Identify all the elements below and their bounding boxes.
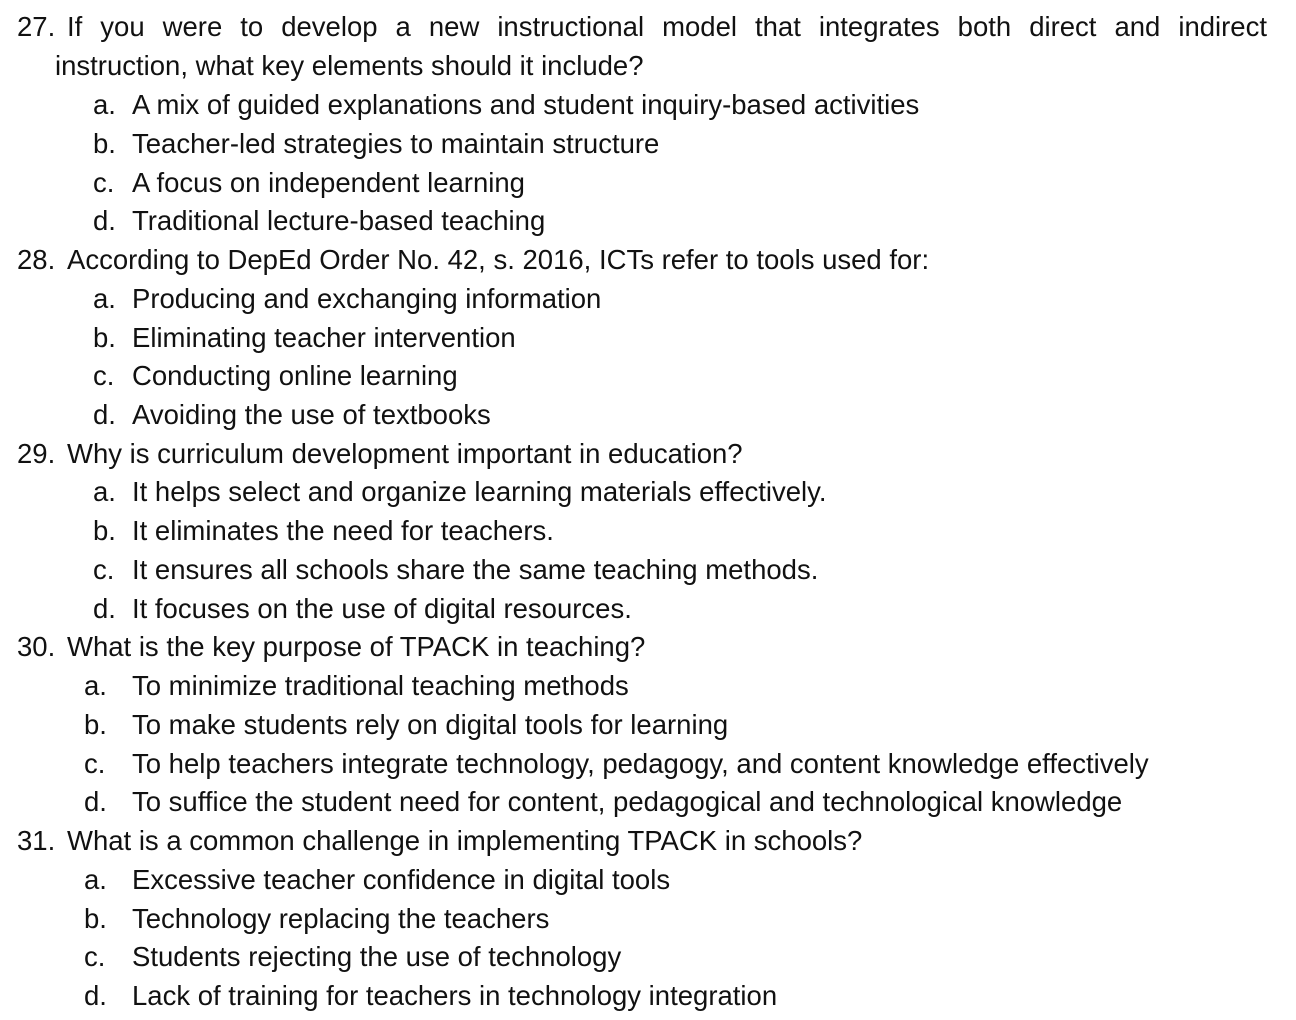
option-text: It ensures all schools share the same teaching methods. [132,554,819,585]
question-29-option-d [93,593,632,625]
question-text: Why is curriculum development important in education? [67,438,743,469]
option-text: To help teachers integrate technology, pedagogy, and content knowledge effectively [132,748,1149,779]
question-31-option-c [84,941,621,973]
option-text: Technology replacing the teachers [132,903,550,934]
option-text: It eliminates the need for teachers. [132,515,554,546]
question-27-stem [17,11,1267,43]
option-letter: d. [93,205,116,236]
question-31-option-d [84,980,777,1012]
option-letter: b. [93,128,116,159]
option-text: To suffice the student need for content, pedagogical and technological knowledge [132,786,1123,817]
option-letter: b. [93,322,116,353]
option-letter: a. [93,89,116,120]
option-text: Excessive teacher confidence in digital tools [132,864,671,895]
question-31-option-b [84,903,549,935]
question-28-option-d [93,399,491,431]
question-29-option-c [93,554,818,586]
question-31-stem [17,825,1267,857]
question-30-stem [17,631,1267,663]
option-text: Lack of training for teachers in technology integration [132,980,778,1011]
question-29-option-b [93,515,554,547]
option-text: Teacher-led strategies to maintain structure [132,128,660,159]
option-text: Eliminating teacher intervention [132,322,516,353]
question-28-option-a [93,283,601,315]
question-30-option-b [84,709,728,741]
option-text: Producing and exchanging information [132,283,602,314]
option-text: A mix of guided explanations and student inquiry-based activities [132,89,920,120]
question-30-option-d [84,786,1122,818]
question-30-option-c [84,748,1149,780]
option-text: It helps select and organize learning materials effectively. [132,476,827,507]
option-text: Conducting online learning [132,360,458,391]
option-text: Students rejecting the use of technology [132,941,622,972]
question-number: 30. [17,631,56,662]
question-27-option-d [93,205,545,237]
option-text: Avoiding the use of textbooks [132,399,491,430]
question-29-stem [17,438,1267,470]
option-letter: c. [93,360,115,391]
option-letter: a. [93,476,116,507]
question-text: According to DepEd Order No. 42, s. 2016, ICTs refer to tools used for: [67,244,930,275]
question-28-option-b [93,322,516,354]
question-number: 29. [17,438,56,469]
option-letter: c. [93,554,115,585]
question-28-option-c [93,360,458,392]
question-27-option-a [93,89,919,121]
option-text: A focus on independent learning [132,167,525,198]
option-text: To minimize traditional teaching methods [132,670,629,701]
option-letter: c. [84,748,106,779]
question-27-option-c [93,167,525,199]
option-letter: d. [93,593,116,624]
question-30-option-a [84,670,629,702]
option-text: To make students rely on digital tools for learning [132,709,729,740]
question-number: 31. [17,825,56,856]
question-27-stem-continued: instruction, what key elements should it include? [55,50,644,81]
question-text: What is the key purpose of TPACK in teaching? [67,631,646,662]
option-text: Traditional lecture-based teaching [132,205,546,236]
option-letter: d. [84,980,107,1011]
option-letter: b. [93,515,116,546]
question-31-option-a [84,864,670,896]
question-text: If you were to develop a new instructional model that integrates both direct and indirect [67,11,1267,42]
option-text: It focuses on the use of digital resources. [132,593,632,624]
option-letter: a. [84,864,107,895]
question-28-stem [17,244,1267,276]
question-29-option-a [93,476,827,508]
question-number: 27. [17,11,56,42]
option-letter: a. [84,670,107,701]
question-27-option-b [93,128,659,160]
option-letter: d. [84,786,107,817]
option-letter: c. [93,167,115,198]
question-text: What is a common challenge in implementing TPACK in schools? [67,825,863,856]
option-letter: b. [84,903,107,934]
option-letter: b. [84,709,107,740]
option-letter: d. [93,399,116,430]
option-letter: c. [84,941,106,972]
option-letter: a. [93,283,116,314]
question-number: 28. [17,244,56,275]
